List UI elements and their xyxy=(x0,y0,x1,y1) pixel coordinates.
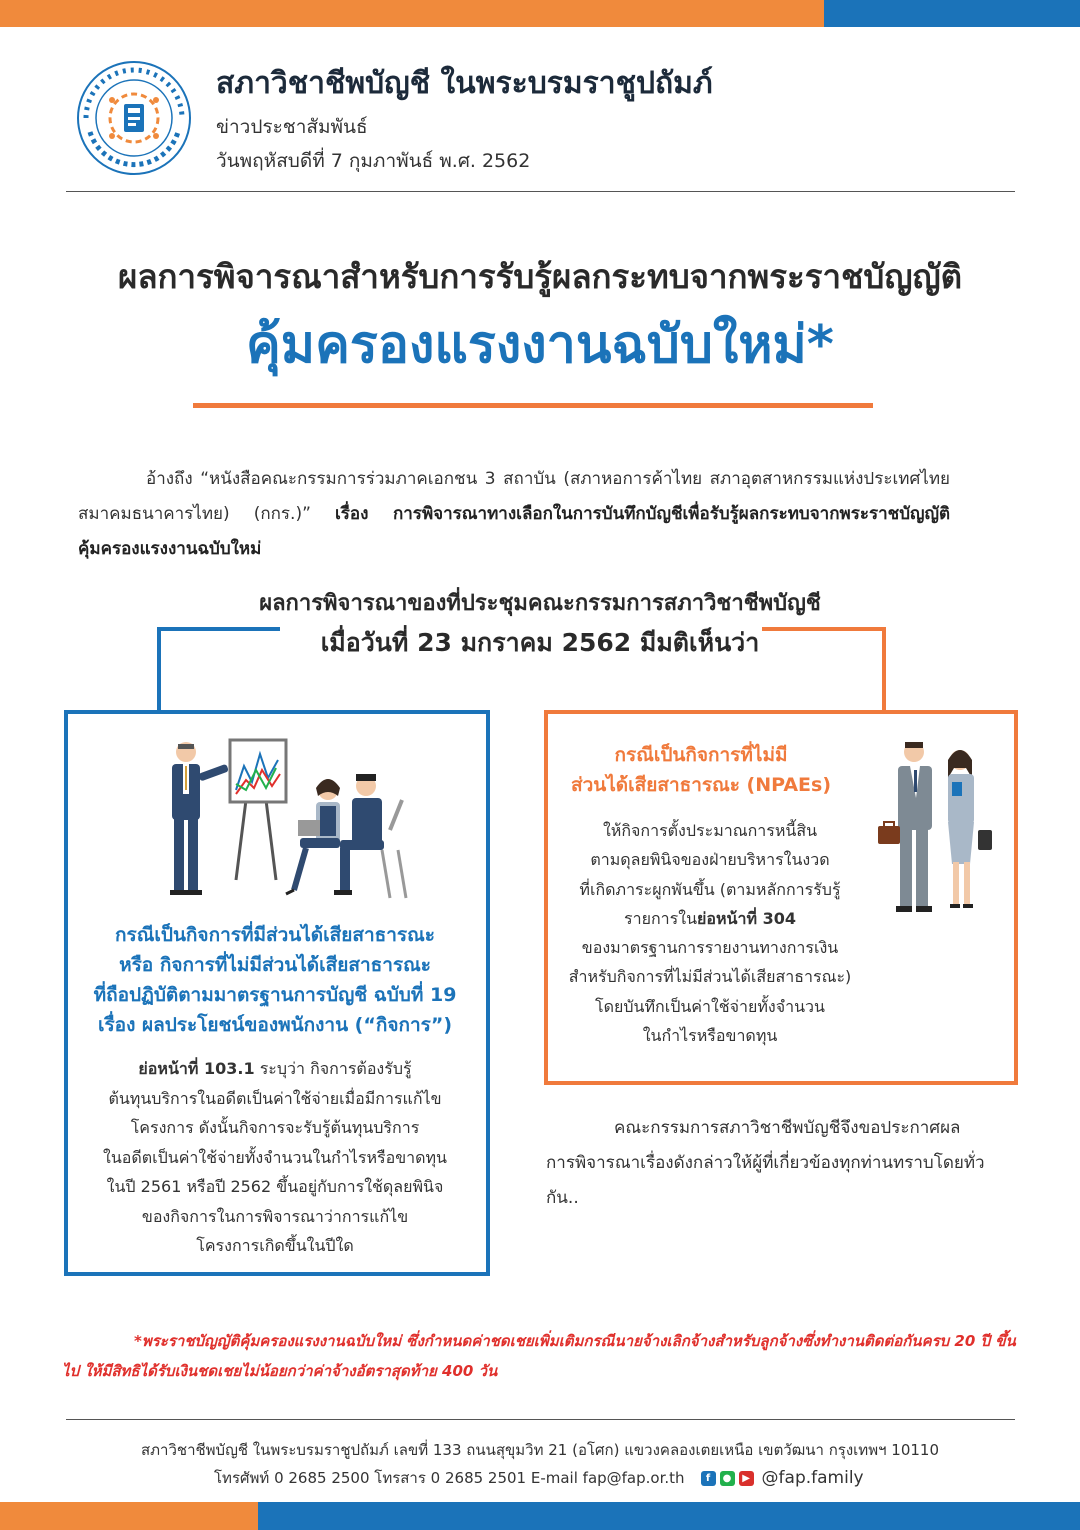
meeting-illustration xyxy=(150,730,420,910)
reference-text: อ้างถึง “หนังสือคณะกรรมการร่วมภาคเอกชน 3 สถาบัน (สภาหอการค้าไทย สภาอุตสาหกรรมแห่งประเทศไทย สมาคมธนาคารไทย) (กกร.)” xyxy=(78,469,950,524)
footer-address: สภาวิชาชีพบัญชี ในพระบรมราชูปถัมภ์ เลขที่ 133 ถนนสุขุมวิท 21 (อโศก) แขวงคลองเตยเหนือ เขตวัฒนา กรุงเทพฯ 10110 xyxy=(141,1441,939,1459)
press-release-label: ข่าวประชาสัมพันธ์ xyxy=(216,116,368,138)
left-body-line: ในปี 2561 หรือปี 2562 ขึ้นอยู่กับการใช้ดุลยพินิจ xyxy=(106,1177,444,1196)
right-body-line: ในกำไรหรือขาดทุน xyxy=(642,1026,778,1046)
top-bar-blue xyxy=(824,0,1080,27)
right-body-line xyxy=(555,904,865,933)
announcement-text: คณะกรรมการสภาวิชาชีพบัญชีจึงขอประกาศผลการพิจารณาเรื่องดังกล่าวให้ผู้ที่เกี่ยวข้องทุกท่านทราบโดยทั่วกัน.. xyxy=(546,1118,985,1208)
npaes-case-body xyxy=(555,816,865,1050)
fap-logo xyxy=(72,60,196,176)
left-body-line: ต้นทุนบริการในอดีตเป็นค่าใช้จ่ายเมื่อมีการแก้ไข xyxy=(108,1088,442,1108)
title-underline xyxy=(193,403,873,408)
left-body-line: โครงการเกิดขึ้นในปีใด xyxy=(196,1236,354,1255)
right-body-line: สำหรับกิจการที่ไม่มีส่วนได้เสียสาธารณะ) xyxy=(568,967,852,987)
footnote xyxy=(62,1326,1027,1386)
resolution-line-2: เมื่อวันที่ 23 มกราคม 2562 มีมติเห็นว่า xyxy=(320,628,760,657)
connector-orange-vertical xyxy=(882,627,886,711)
title-line-2 xyxy=(0,302,1080,385)
footer-divider xyxy=(66,1419,1015,1420)
social-handle[interactable]: @fap.family xyxy=(761,1468,864,1488)
resolution-line-1: ผลการพิจารณาของที่ประชุมคณะกรรมการสภาวิชาชีพบัญชี xyxy=(259,591,821,616)
left-heading-line: หรือ กิจการที่ไม่มีส่วนได้เสียสาธารณะ xyxy=(119,954,431,976)
right-heading-line: กรณีเป็นกิจการที่ไม่มี xyxy=(614,744,788,766)
org-name: สภาวิชาชีพบัญชี ในพระบรมราชูปถัมภ์ xyxy=(216,66,713,101)
publish-date: วันพฤหัสบดีที่ 7 กุมภาพันธ์ พ.ศ. 2562 xyxy=(216,150,531,172)
left-heading-line: เรื่อง ผลประโยชน์ของพนักงาน (“กิจการ”) xyxy=(97,1014,453,1036)
title-footnote-star: * xyxy=(806,315,834,375)
footer-contact: โทรศัพท์ 0 2685 2500 โทรสาร 0 2685 2501 E-mail fap@fap.or.th xyxy=(214,1469,685,1487)
bottom-bar-blue xyxy=(258,1502,1080,1530)
left-heading-line: ที่ถือปฏิบัติตามมาตรฐานการบัญชี ฉบับที่ 19 xyxy=(93,984,457,1006)
left-body-line: ของกิจการในการพิจารณาว่าการแก้ไข xyxy=(141,1206,409,1226)
left-body-line-rest: ระบุว่า กิจการต้องรับรู้ xyxy=(254,1059,412,1078)
left-body-line: ในอดีตเป็นค่าใช้จ่ายทั้งจำนวนในกำไรหรือขาดทุน xyxy=(103,1147,447,1167)
connector-blue xyxy=(157,627,280,631)
reference-paragraph xyxy=(78,462,950,567)
right-body-line: โดยบันทึกเป็นค่าใช้จ่ายทั้งจำนวน xyxy=(595,996,825,1016)
left-body-line: โครงการ ดังนั้นกิจการจะรับรู้ต้นทุนบริการ xyxy=(130,1118,420,1137)
paragraph-reference: ย่อหน้าที่ 103.1 xyxy=(138,1059,255,1078)
right-body-line: ตามดุลยพินิจของฝ่ายบริหารในงวด xyxy=(590,850,830,870)
title-line-1: ผลการพิจารณาสำหรับการรับรู้ผลกระทบจากพระราชบัญญัติ xyxy=(117,257,962,296)
right-heading-line: ส่วนได้เสียสาธารณะ (NPAEs) xyxy=(571,774,831,796)
connector-blue-vertical xyxy=(157,627,161,711)
line-icon[interactable]: ● xyxy=(720,1471,735,1486)
announcement-paragraph xyxy=(546,1111,986,1216)
title-line-2-text: คุ้มครองแรงงานฉบับใหม่ xyxy=(246,315,807,375)
business-people-illustration xyxy=(860,738,1000,920)
left-heading-line: กรณีเป็นกิจการที่มีส่วนได้เสียสาธารณะ xyxy=(115,924,435,946)
right-body-line: ที่เกิดภาระผูกพันขึ้น (ตามหลักการรับรู้ xyxy=(579,879,841,899)
public-interest-case-heading xyxy=(80,920,470,1040)
footer-contact-row xyxy=(214,1466,864,1490)
public-interest-case-body xyxy=(90,1054,460,1261)
left-body-line xyxy=(90,1054,460,1084)
header-divider xyxy=(66,191,1015,192)
youtube-icon[interactable]: ▶ xyxy=(739,1471,754,1486)
paragraph-reference: ย่อหน้าที่ 304 xyxy=(697,908,796,928)
right-body-line: ของมาตรฐานการรายงานทางการเงิน xyxy=(581,938,839,958)
reference-subject: เรื่อง การพิจารณาทางเลือกในการบันทึกบัญชีเพื่อรับรู้ผลกระทบจากพระราชบัญญัติคุ้มครองแรงงานฉบับใหม่ xyxy=(78,504,950,559)
right-body-line-pre: รายการใน xyxy=(624,908,697,928)
facebook-icon[interactable]: f xyxy=(701,1471,716,1486)
npaes-case-heading xyxy=(566,740,836,800)
bottom-bar-orange xyxy=(0,1502,258,1530)
footnote-text: *พระราชบัญญัติคุ้มครองแรงงานฉบับใหม่ ซึ่งกำหนดค่าชดเชยเพิ่มเติมกรณีนายจ้างเลิกจ้างสำหรับลูกจ้างซึ่งทำงานติดต่อกันครบ 20 ปี ขึ้นไป ให้มีสิทธิได้รับเงินชดเชยไม่น้อยกว่าค่าจ้างอัตราสุดท้าย 400 วัน xyxy=(62,1332,1016,1380)
right-body-line: ให้กิจการตั้งประมาณการหนี้สิน xyxy=(602,821,818,840)
connector-orange xyxy=(762,627,886,631)
top-bar-orange xyxy=(0,0,824,27)
